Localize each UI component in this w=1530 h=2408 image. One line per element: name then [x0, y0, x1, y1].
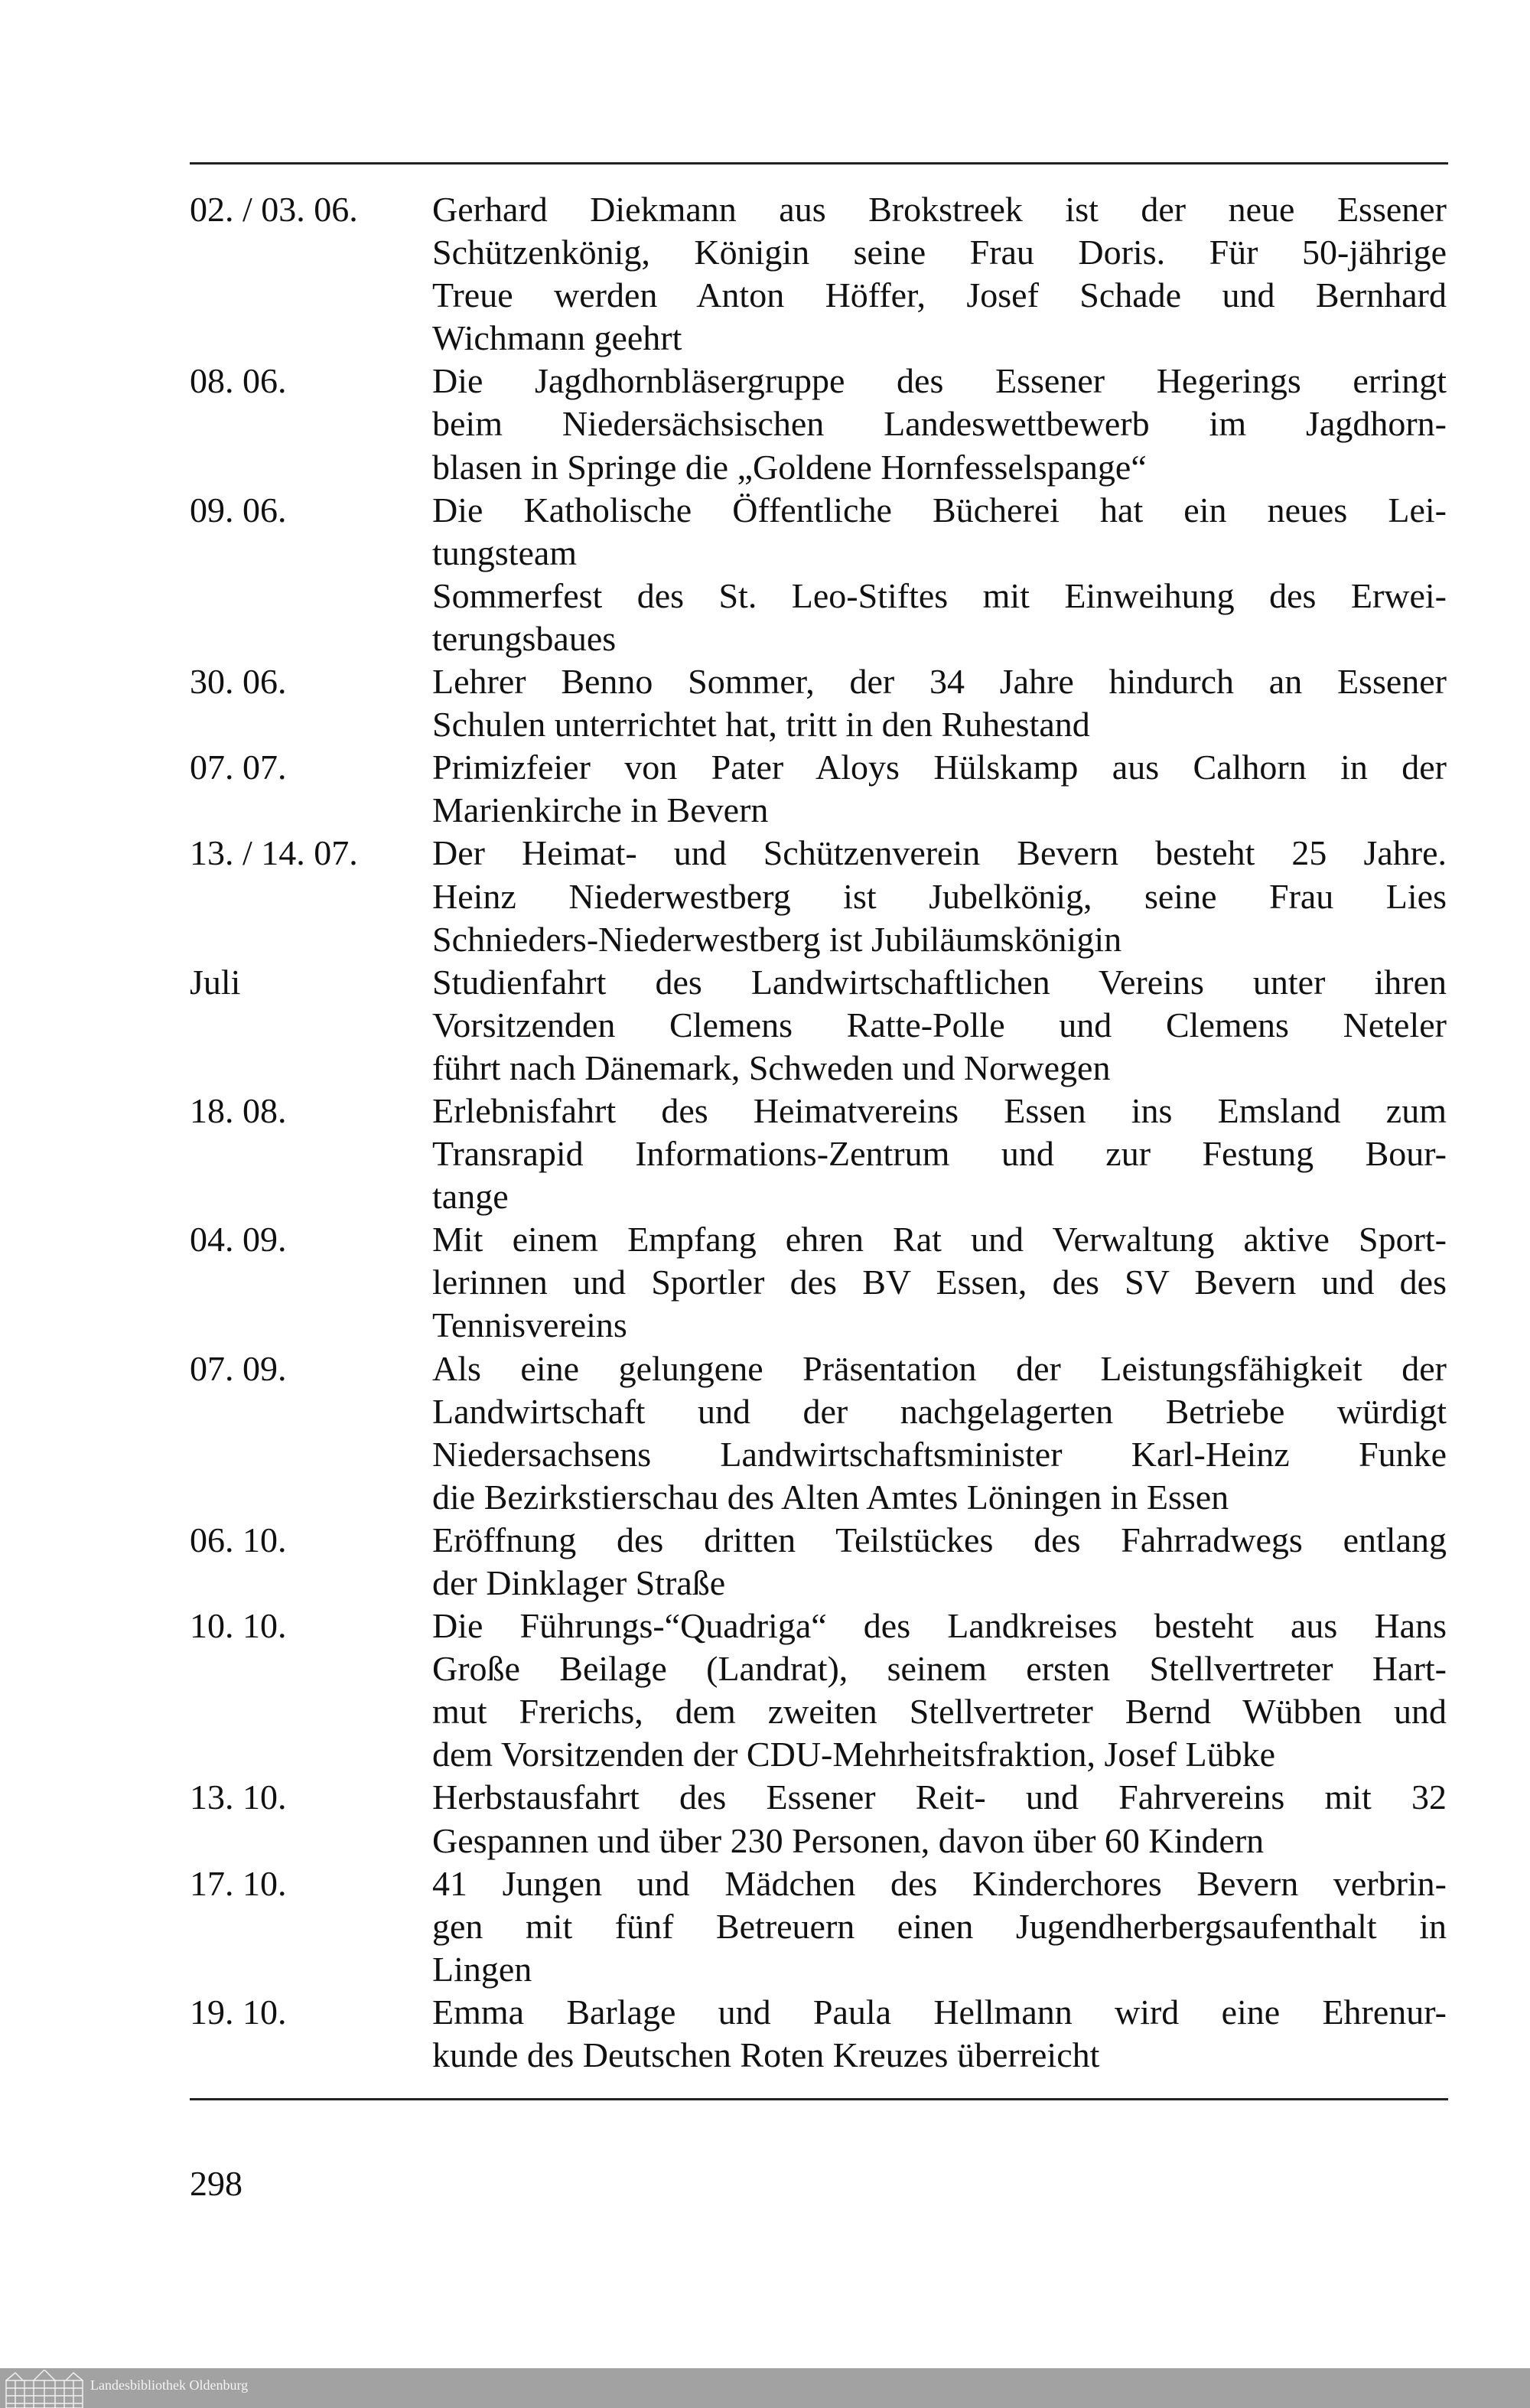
library-building-logo	[5, 2370, 84, 2408]
entry-text-line: Niedersachsens Landwirtschaftsminister Karl-Heinz Funke	[432, 1434, 1447, 1474]
chronicle-entries	[190, 188, 1448, 2077]
chronicle-entry	[190, 1519, 1448, 1605]
entry-text-line: Schulen unterrichtet hat, tritt in den Ruhestand	[432, 705, 1090, 745]
entry-text	[432, 1090, 1447, 1218]
chronicle-entry	[190, 1776, 1448, 1862]
entry-text-line: die Bezirkstierschau des Alten Amtes Löningen in Essen	[432, 1477, 1229, 1517]
entry-date: 19. 10.	[190, 1992, 287, 2032]
chronicle-entry	[190, 188, 1448, 360]
entry-text-line: Der Heimat- und Schützenverein Bevern besteht 25 Jahre.	[432, 833, 1447, 873]
entry-text	[432, 575, 1447, 660]
entry-text-line: Die Jagdhornbläsergruppe des Essener Hegerings erringt	[432, 361, 1447, 401]
chronicle-entry	[190, 489, 1448, 575]
entry-date: 13. 10.	[190, 1777, 287, 1817]
bottom-rule	[190, 2098, 1448, 2100]
entry-text	[432, 1347, 1447, 1519]
entry-date: Juli	[190, 962, 241, 1002]
entry-text-line: Lingen	[432, 1949, 532, 1989]
entry-text-line: blasen in Springe die „Goldene Hornfesselspange“	[432, 447, 1147, 487]
entry-text-line: terungsbaues	[432, 618, 617, 658]
entry-text	[432, 1991, 1447, 2077]
entry-date: 18. 08.	[190, 1090, 287, 1130]
chronicle-entry	[190, 1218, 1448, 1347]
entry-date: 17. 10.	[190, 1863, 287, 1903]
entry-date: 13. / 14. 07.	[190, 833, 358, 873]
entry-date: 02. / 03. 06.	[190, 190, 358, 229]
entry-text	[432, 660, 1447, 746]
entry-text-line: Lehrer Benno Sommer, der 34 Jahre hindurch an Essener	[432, 662, 1447, 702]
chronicle-entry	[190, 575, 1448, 660]
entry-text-line: Treue werden Anton Höffer, Josef Schade und Bernhard	[432, 275, 1447, 315]
entry-text	[432, 1862, 1447, 1991]
entry-date: 10. 10.	[190, 1606, 287, 1646]
entry-text-line: Sommerfest des St. Leo-Stiftes mit Einweihung des Erwei-	[432, 575, 1447, 615]
entry-text-line: Gerhard Diekmann aus Brokstreek ist der neue Essener	[432, 190, 1447, 229]
entry-text-line: Schützenkönig, Königin seine Frau Doris. Für 50-jährige	[432, 233, 1447, 272]
entry-date: 09. 06.	[190, 490, 287, 529]
entry-text-line: Gespannen und über 230 Personen, davon über 60 Kindern	[432, 1820, 1265, 1860]
entry-text-line: Herbstausfahrt des Essener Reit- und Fahrvereins mit 32	[432, 1777, 1447, 1817]
entry-date: 04. 09.	[190, 1220, 287, 1259]
chronicle-entry	[190, 1862, 1448, 1991]
entry-text	[432, 832, 1447, 960]
entry-text-line: Wichmann geehrt	[432, 318, 682, 358]
entry-date: 06. 10.	[190, 1520, 287, 1559]
entry-text-line: 41 Jungen und Mädchen des Kinderchores Bevern verbrin-	[432, 1863, 1447, 1903]
entry-text-line: dem Vorsitzenden der CDU-Mehrheitsfraktion, Josef Lübke	[432, 1735, 1276, 1774]
chronicle-entry	[190, 832, 1448, 960]
entry-text-line: Heinz Niederwestberg ist Jubelkönig, seine Frau Lies	[432, 876, 1447, 916]
entry-date: 07. 07.	[190, 748, 287, 787]
entry-text-line: Primizfeier von Pater Aloys Hülskamp aus Calhorn in der	[432, 748, 1447, 787]
chronicle-entry	[190, 1347, 1448, 1519]
entry-text-line: Studienfahrt des Landwirtschaftlichen Vereins unter ihren	[432, 962, 1447, 1002]
entry-text-line: tungsteam	[432, 533, 578, 572]
chronicle-entry	[190, 660, 1448, 746]
chronicle-entry	[190, 746, 1448, 832]
entry-text-line: tange	[432, 1177, 509, 1217]
entry-text-line: Mit einem Empfang ehren Rat und Verwaltung aktive Sport-	[432, 1220, 1447, 1259]
entry-text-line: Große Beilage (Landrat), seinem ersten Stellvertreter Hart-	[432, 1649, 1447, 1689]
entry-text-line: Eröffnung des dritten Teilstückes des Fahrradwegs entlang	[432, 1520, 1447, 1559]
entry-text-line: Die Führungs-“Quadriga“ des Landkreises besteht aus Hans	[432, 1606, 1447, 1646]
entry-text	[432, 360, 1447, 488]
entry-text-line: Marienkirche in Bevern	[432, 790, 769, 830]
entry-text	[432, 1605, 1447, 1776]
entry-text-line: Emma Barlage und Paula Hellmann wird eine Ehrenur-	[432, 1992, 1447, 2032]
chronicle-entry	[190, 360, 1448, 488]
entry-text-line: Erlebnisfahrt des Heimatvereins Essen ins Emsland zum	[432, 1090, 1447, 1130]
chronicle-entry	[190, 1090, 1448, 1218]
entry-text-line: Landwirtschaft und der nachgelagerten Betriebe würdigt	[432, 1391, 1447, 1431]
entry-text-line: führt nach Dänemark, Schweden und Norwegen	[432, 1048, 1111, 1087]
page-number: 298	[190, 2164, 243, 2203]
entry-text-line: Als eine gelungene Präsentation der Leistungsfähigkeit der	[432, 1348, 1447, 1388]
entry-text-line: der Dinklager Straße	[432, 1563, 726, 1602]
entry-text-line: Schnieders-Niederwestberg ist Jubiläumskönigin	[432, 919, 1122, 959]
entry-text-line: kunde des Deutschen Roten Kreuzes überreicht	[432, 2035, 1100, 2075]
entry-date: 07. 09.	[190, 1348, 287, 1388]
entry-date: 30. 06.	[190, 662, 287, 702]
entry-text	[432, 1218, 1447, 1347]
library-name: Landesbibliothek Oldenburg	[90, 2377, 249, 2393]
entry-text	[432, 746, 1447, 832]
chronicle-entry	[190, 961, 1448, 1090]
entry-text-line: mut Frerichs, dem zweiten Stellvertreter Bernd Wübben und	[432, 1692, 1447, 1732]
chronicle-entry	[190, 1991, 1448, 2077]
entry-text-line: Transrapid Informations-Zentrum und zur Festung Bour-	[432, 1134, 1447, 1174]
entry-text	[432, 1519, 1447, 1605]
entry-date: 08. 06.	[190, 361, 287, 401]
chronicle-entry	[190, 1605, 1448, 1776]
entry-text	[432, 961, 1447, 1090]
entry-text-line: beim Niedersächsischen Landeswettbewerb im Jagdhorn-	[432, 404, 1447, 444]
entry-text-line: Die Katholische Öffentliche Bücherei hat ein neues Lei-	[432, 490, 1447, 529]
entry-date	[190, 575, 432, 660]
entry-text	[432, 1776, 1447, 1862]
top-rule	[190, 162, 1448, 165]
entry-text	[432, 489, 1447, 575]
entry-text-line: gen mit fünf Betreuern einen Jugendherbergsaufenthalt in	[432, 1906, 1447, 1946]
entry-text-line: lerinnen und Sportler des BV Essen, des SV Bevern und des	[432, 1263, 1447, 1302]
entry-text-line: Tennisvereins	[432, 1305, 627, 1345]
entry-text	[432, 188, 1447, 360]
footer-bar	[0, 2368, 1530, 2408]
entry-text-line: Vorsitzenden Clemens Ratte-Polle und Clemens Neteler	[432, 1005, 1447, 1044]
